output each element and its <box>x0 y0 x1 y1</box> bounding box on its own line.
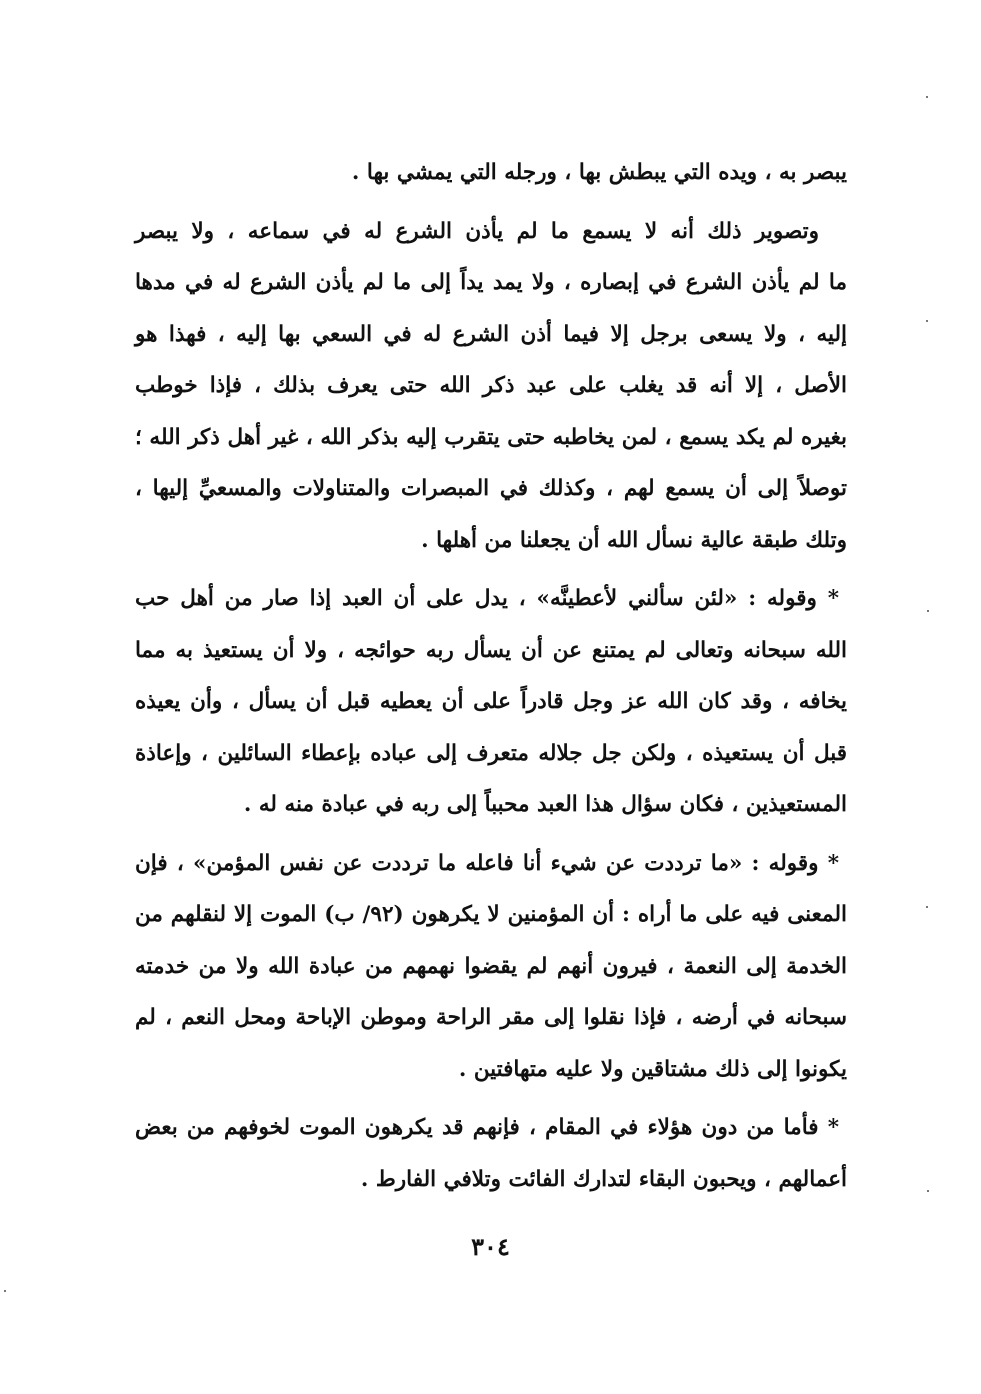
text-line: سبحانه في أرضه ، فإذا نقلوا إلى مقر الراحة وموطن الإباحة ومحل النعم ، لم <box>135 1005 847 1030</box>
text-line: وتلك طبقة عالية نسأل الله أن يجعلنا من أهلها . <box>421 527 847 553</box>
text-line: الله سبحانه وتعالى لم يمتنع عن أن يسأل ربه حوائجه ، ولا أن يستعيذ به مما <box>135 637 847 663</box>
text-line: * وقوله : «لئن سألني لأعطينَّه» ، يدل على أن العبد إذا صار من أهل حب <box>135 586 839 611</box>
text-line: الخدمة إلى النعمة ، فيرون أنهم لم يقضوا نهمهم من عبادة الله ولا من خدمته <box>135 953 847 979</box>
text-line: * وقوله : «ما ترددت عن شيء أنا فاعله ما ترددت عن نفس المؤمن» ، فإن <box>135 850 839 876</box>
scan-speck <box>927 1190 929 1192</box>
scan-speck <box>926 96 928 98</box>
scan-speck <box>927 610 929 612</box>
paragraph-2 <box>135 206 847 567</box>
text-line: يخافه ، وقد كان الله عز وجل قادراً على أن يعطيه قبل أن يسأل ، وأن يعيذه <box>135 689 847 714</box>
text-line: يبصر به ، ويده التي يبطش بها ، ورجله التي يمشي بها . <box>351 160 847 185</box>
paragraph-3 <box>135 573 847 831</box>
text-line: ما لم يأذن الشرع في إبصاره ، ولا يمد يداً إلى ما لم يأذن الشرع له في مدها <box>135 270 847 295</box>
text-line: * فأما من دون هؤلاء في المقام ، فإنهم قد يكرهون الموت لخوفهم من بعض <box>135 1115 839 1140</box>
text-line: الأصل ، إلا أنه قد يغلب على عبد ذكر الله حتى يعرف بذلك ، فإذا خوطب <box>135 373 847 398</box>
paragraph-4 <box>135 838 847 1096</box>
text-line: يكونوا إلى ذلك مشتاقين ولا عليه متهافتين . <box>458 1056 847 1082</box>
text-line: بغيره لم يكد يسمع ، لمن يخاطبه حتى يتقرب إليه بذكر الله ، غير أهل ذكر الله ؛ <box>135 424 847 450</box>
text-line: توصلاً إلى أن يسمع لهم ، وكذلك في المبصرات والمتناولات والمسعيِّ إليها ، <box>135 476 847 501</box>
paragraph-5 <box>135 1102 847 1205</box>
scan-speck <box>926 320 928 322</box>
text-line: قبل أن يستعيذه ، ولكن جل جلاله متعرف إلى عباده بإعطاء السائلين ، وإعاذة <box>135 740 847 766</box>
page-number: ٣٠٤ <box>471 1232 510 1261</box>
text-line: المستعيذين ، فكان سؤال هذا العبد محبباً إلى ربه في عبادة منه له . <box>243 792 847 817</box>
paragraph-1 <box>135 147 847 199</box>
text-line: إليه ، ولا يسعى برجل إلا فيما أذن الشرع له في السعي بها إليه ، فهذا هو <box>135 321 847 347</box>
text-line: المعنى فيه على ما أراه : أن المؤمنين لا يكرهون (٩٢/ ب) الموت إلا لنقلهم من <box>135 902 847 927</box>
page-body-text <box>135 147 847 1205</box>
text-line: وتصوير ذلك أنه لا يسمع ما لم يأذن الشرع له في سماعه ، ولا يبصر <box>135 218 819 244</box>
scan-speck <box>4 1290 6 1292</box>
scan-speck <box>926 906 928 908</box>
text-line: أعمالهم ، ويحبون البقاء لتدارك الفائت وتلافي الفارط . <box>360 1166 847 1192</box>
